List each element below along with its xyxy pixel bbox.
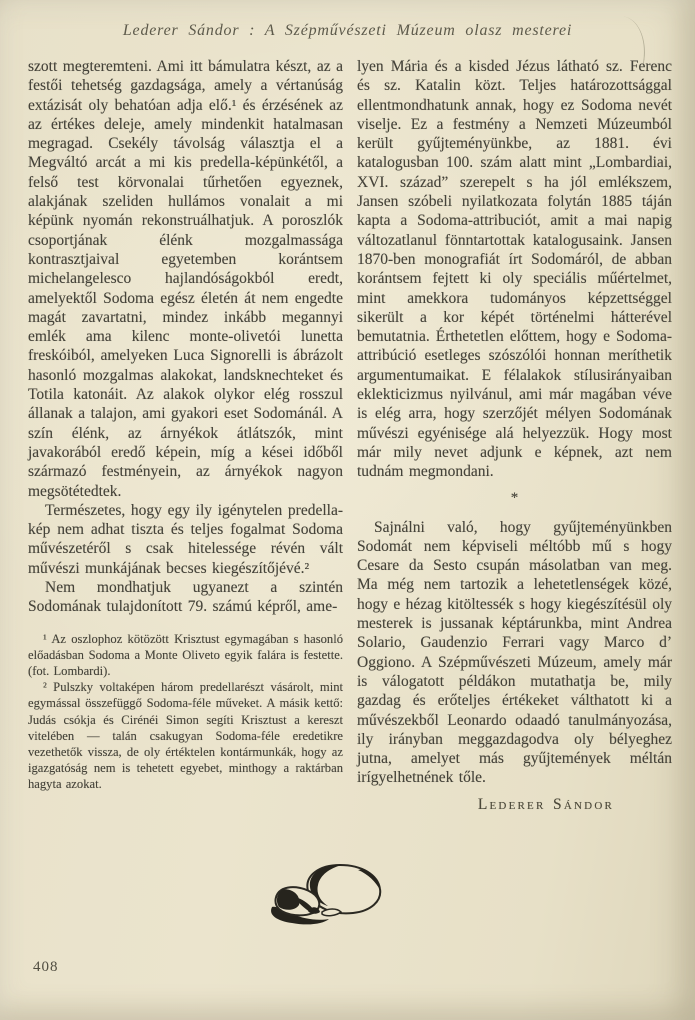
running-head: Lederer Sándor : A Szépművészeti Múzeum olasz mesterei	[122, 22, 573, 39]
author-signature: Lederer Sándor	[477, 795, 614, 813]
left-paragraph-1: szott megteremteni. Ami itt bámulatra készt, az a festői tehetség gazdagsága, amely a vértanúság extázisát oly behatóan adja elő.¹ és érzésének az az értékes deleje, amely mindenkit hatalmasan megragad. Csekély távolság választja el a Megváltó arcát a mi kis predella-képünkétől, a felső test körvonalai tűrhetően egyeznek, alakjának szeliden hullámos vonalait a mi képünk nyomán rekonstruálhatjuk. A poroszlók csoportjának élénk mozgalmassága kontrasztjaival egyetemben korántsem michelangelesco hajlandóságokból eredt, amelyektől Sodoma egész életén át nem engedte magát zavartatni, mindez inkább megannyi emlék ama kilenc monte-olivetói lunetta freskóiból, amelyeken Luca Signorelli is ábrázolt hasonló mozgalmas alakokat, landsknechteket és Totila katonáit. Az alakok olykor elég rosszul állanak a talajon, ami gyakori eset Sodománál. A szín élénk, az árnyékok átlátszók, mint javakorából eredő képein, míg a kései időből származó festményein, az árnyékok nagyon megsötétedtek.	[28, 58, 343, 500]
footnote-1: ¹ Az oszlophoz kötözött Krisztust egymagában s hasonló előadásban Sodoma a Monte Oliveto egyik falára is festette. (fot. Lombardi).	[28, 631, 343, 679]
article-body	[28, 57, 672, 814]
right-paragraph-2: Sajnálni való, hogy gyűjteményünkben Sodomát nem képviseli méltóbb mű s hogy Cesare da Sesto csupán másolatban van meg. Ma még nem tartozik a lehetetlenségek közé, hogy e hézag kitöltessék s hogy kiegészítésül oly mesterek is jussanak képtárunkba, mint Andrea Solario, Gaudenzio Ferrari vagy Marco d’ Oggiono. A Szépművészeti Múzeum, amely már is válogatott példákon mutathatja be, mily gazdag és erőteljes értékeket válthatott ki a művészekből Leonardo odaadó tanulmányozása, ily irányban meggazdagodva oly bélyeghez jutna, amelyet más gyűjtemények méltán irígyelhetnének tőle.	[357, 518, 672, 787]
sleeping-dog-drawing	[268, 860, 386, 928]
sleeping-dog-illustration	[268, 860, 386, 928]
asterisk-section-separator: *	[510, 489, 519, 506]
page-number: 408	[33, 959, 59, 975]
right-paragraph-1: lyen Mária és a kisded Jézus látható sz. Ferenc és sz. Katalin közt. Teljes határozottsággal ellentmondhatunk annak, hogy ez Sodoma nevét viselje. Ez a festmény a Nemzeti Múzeumból került gyűjteményünkbe, az 1881. évi katalogusban 100. szám alatt mint „Lombardiai, XVI. század” szerepelt s ha jól emlékszem, Jansen szóbeli nyilatkozata folytán 1885 táján kapta a Sodoma-attribuciót, amit a mai napig változatlanul fönntartottak katalogusaink. Jansen 1870-ben monografiát írt Sodomáról, de abban korántsem fejtett ki oly speciális műértelmet, mint amekkora tudományos képzettséggel sikerült a kor képét történelmi hátterével bemutatnia. Érthetetlen előttem, hogy e Sodoma-attribúció esetleges szószólói honnan meríthetik argumentumaikat. E félalakok stílusirányaiban eklekticizmus nyilvánul, ami már magában véve is elég arra, hogy szerzőjét mélyen Sodomának művészi egyénisége alá helyezzük. Hogy most már mily nevet adjunk e képnek, azt nem tudnám megmondani.	[357, 58, 672, 481]
left-paragraph-3: Nem mondhatjuk ugyanezt a szintén Sodomának tulajdonított 79. számú képről, ame-	[28, 579, 343, 616]
left-paragraph-2: Természetes, hogy egy ily igénytelen predella-kép nem adhat tiszta és teljes fogalmat Sodoma művészetéről s csak hitelessége révén vált művészi munkájának becses kiegészítőjévé.²	[28, 501, 343, 577]
left-column	[28, 57, 343, 814]
footnotes-block	[28, 631, 343, 793]
right-column	[357, 57, 672, 814]
footnote-2: ² Pulszky voltaképen három predellarészt vásárolt, mint egymással összefüggő Sodoma-féle műveket. A másik kettő: Judás csókja és Cirénéi Simon segíti Krisztust a kereszt vitelében — talán csakugyan Sodoma-féle eredetikre vezethetők vissza, de oly értéktelen kontármunkák, hogy az igazgatóság nem is tehetett egyebet, minthogy a raktárban hagyta azokat.	[28, 680, 343, 792]
